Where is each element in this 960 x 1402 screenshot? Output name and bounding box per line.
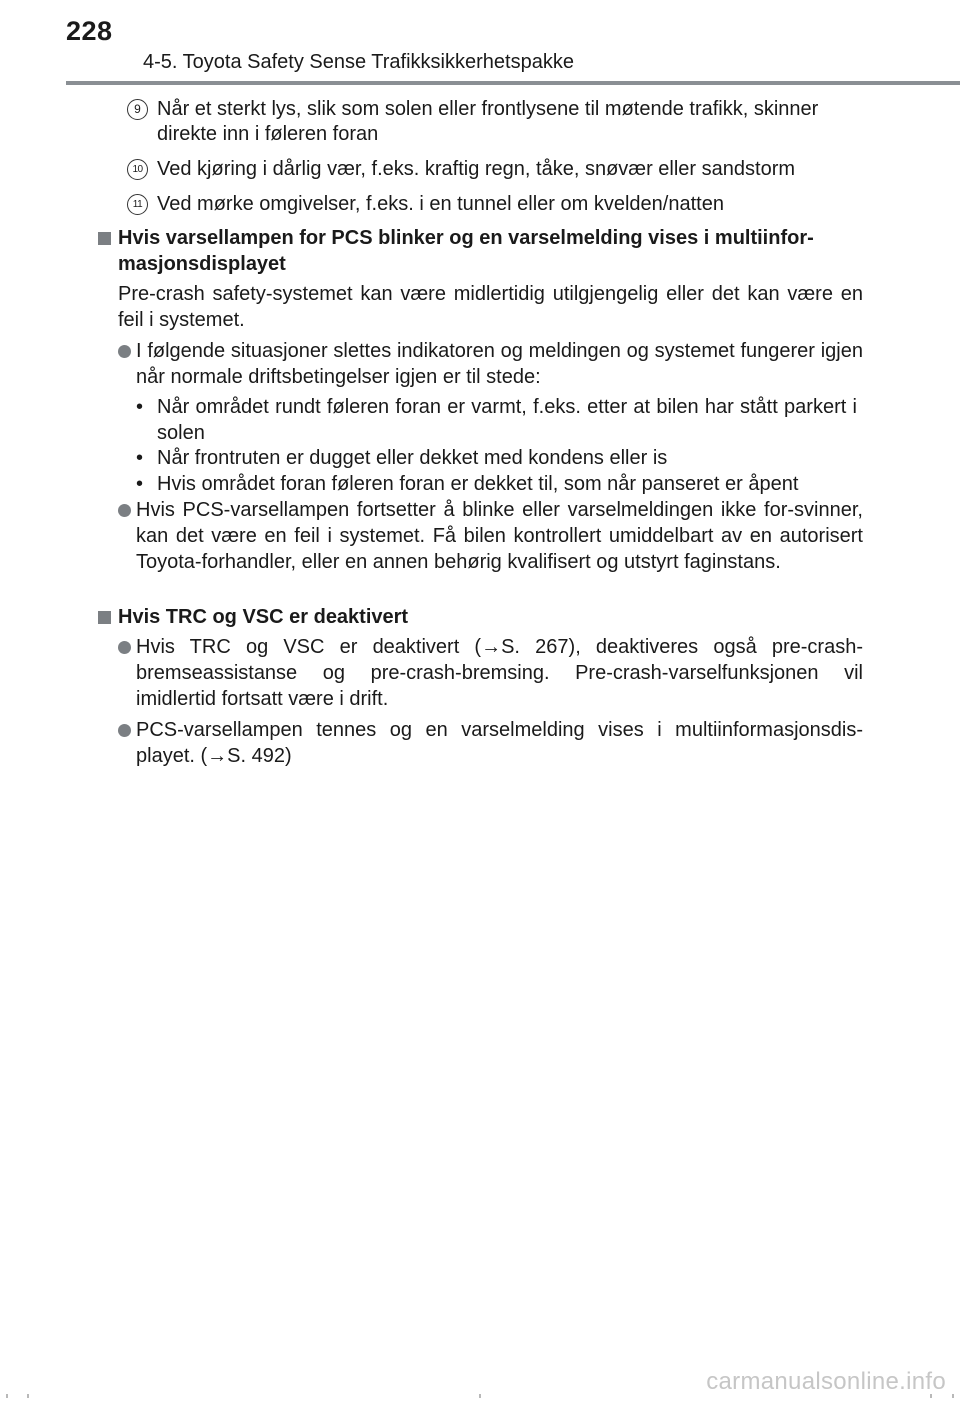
page-header	[0, 0, 960, 90]
watermark-text: carmanualsonline.info	[706, 1368, 946, 1395]
sub-bullet-item: Når området rundt føleren foran er varmt, f.eks. etter at bilen har stått parkert i solen	[157, 396, 857, 444]
sub-bullet-marker: •	[136, 447, 144, 469]
bullet-item	[136, 634, 863, 712]
section-square-icon	[98, 611, 111, 624]
sub-bullet-item: Hvis området foran føleren foran er dekket til, som når panseret er åpent	[157, 473, 799, 495]
page-number: 228	[66, 16, 113, 46]
bullet-item: Hvis PCS-varsellampen fortsetter å blinke eller varselmeldingen ikke for-svinner, kan det være en feil i systemet. Få bilen kontrollert umiddelbart av en autorisert Toyota-forhandler, eller en annen behørig kvalifisert og utstyrt faginstans.	[136, 499, 863, 573]
bullet-item	[136, 717, 863, 769]
bullet-dot-icon	[118, 641, 131, 654]
crop-mark	[952, 1394, 954, 1398]
bullet-text-part: )	[284, 745, 292, 767]
item-number-9-icon: 9	[127, 99, 148, 120]
bullet-text-part: Hvis TRC og VSC er deaktivert (	[136, 636, 482, 658]
item-number-11-icon: 11	[127, 194, 148, 215]
bullet-dot-icon	[118, 345, 131, 358]
section-heading-trc-vsc: Hvis TRC og VSC er deaktivert	[118, 606, 409, 628]
sub-bullet-item: Når frontruten er dugget eller dekket med kondens eller is	[157, 447, 668, 469]
bullet-text-part: PCS-varsellampen tennes og en varselmelding vises i multiinformasjonsdis-playet. (	[136, 719, 863, 767]
numbered-item-10: Ved kjøring i dårlig vær, f.eks. kraftig regn, tåke, snøvær eller sandstorm	[157, 158, 796, 180]
sub-bullet-marker: •	[136, 396, 144, 418]
crop-mark	[6, 1394, 8, 1398]
section-heading-pcs-warning: Hvis varsellampen for PCS blinker og en varselmelding vises i multiinfor-masjonsdisplayet	[118, 227, 814, 275]
bullet-text-part: ), deaktiveres også pre-crash-bremseassistanse og pre-crash-bremsing. Pre-crash-varselfunksjonen vil imidlertid fortsatt være i drift.	[136, 636, 863, 710]
page-reference-link[interactable]: →S. 492	[207, 745, 285, 767]
sub-bullet-marker: •	[136, 473, 144, 495]
header-rule	[66, 81, 960, 85]
bullet-dot-icon	[118, 504, 131, 517]
crop-mark	[27, 1394, 29, 1398]
numbered-item-9: Når et sterkt lys, slik som solen eller frontlysene til møtende trafikk, skinner direkte inn i føleren foran	[157, 98, 819, 145]
bullet-dot-icon	[118, 724, 131, 737]
crop-mark	[479, 1394, 481, 1398]
numbered-item-11: Ved mørke omgivelser, f.eks. i en tunnel eller om kvelden/natten	[157, 193, 724, 215]
page-reference-link[interactable]: →S. 267	[481, 636, 569, 658]
bullet-item: I følgende situasjoner slettes indikatoren og meldingen og systemet fungerer igjen når normale driftsbetingelser igjen er til stede:	[136, 340, 863, 388]
section-paragraph: Pre-crash safety-systemet kan være midlertidig utilgjengelig eller det kan være en feil i systemet.	[118, 283, 863, 331]
item-number-10-icon: 10	[127, 159, 148, 180]
chapter-title: 4-5. Toyota Safety Sense Trafikksikkerhetspakke	[143, 51, 574, 73]
section-square-icon	[98, 232, 111, 245]
